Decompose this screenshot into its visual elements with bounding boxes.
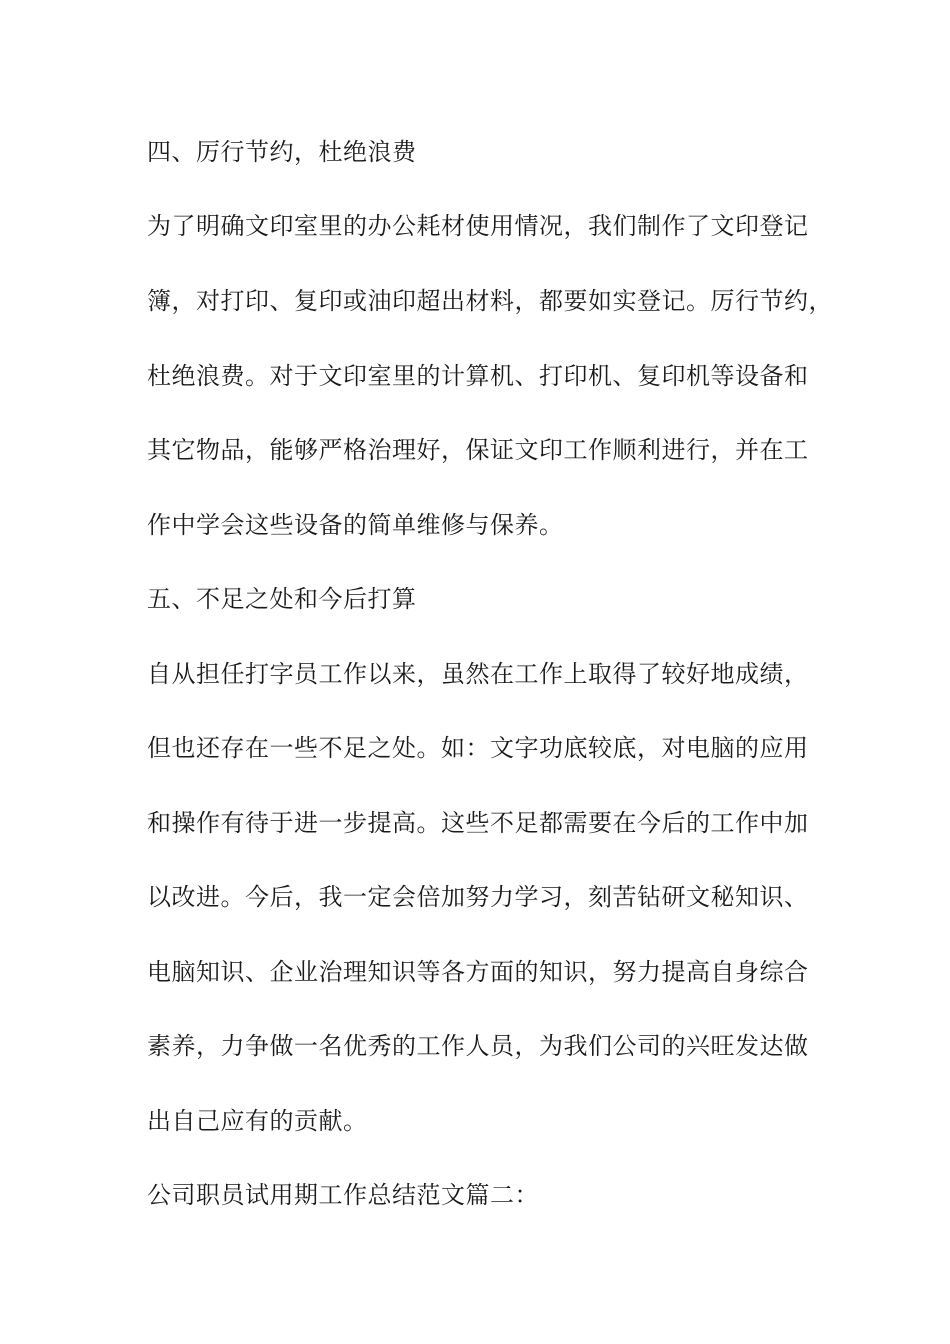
paragraph-line: 素养，力争做一名优秀的工作人员，为我们公司的兴旺发达做	[147, 1032, 809, 1060]
paragraph-line: 自从担任打字员工作以来，虽然在工作上取得了较好地成绩，	[147, 660, 809, 688]
article-title: 公司职员试用期工作总结范文篇二：	[147, 1181, 539, 1209]
paragraph-line: 作中学会这些设备的简单维修与保养。	[147, 511, 564, 539]
paragraph-line: 杜绝浪费。对于文印室里的计算机、打印机、复印机等设备和	[147, 362, 809, 390]
paragraph-line: 但也还存在一些不足之处。如：文字功底较底，对电脑的应用	[147, 734, 809, 762]
paragraph-line: 以改进。今后，我一定会倍加努力学习，刻苦钻研文秘知识、	[147, 883, 809, 911]
section-heading-5: 五、不足之处和今后打算	[147, 585, 417, 613]
paragraph-line: 和操作有待于进一步提高。这些不足都需要在今后的工作中加	[147, 809, 809, 837]
paragraph-line: 出自己应有的贡献。	[147, 1107, 368, 1135]
paragraph-line: 其它物品，能够严格治理好，保证文印工作顺利进行，并在工	[147, 436, 809, 464]
paragraph-line: 为了明确文印室里的办公耗材使用情况，我们制作了文印登记	[147, 212, 809, 240]
paragraph-line: 簿，对打印、复印或油印超出材料，都要如实登记。厉行节约，	[147, 287, 833, 315]
section-heading-4: 四、厉行节约，杜绝浪费	[147, 138, 417, 166]
paragraph-line: 电脑知识、企业治理知识等各方面的知识，努力提高自身综合	[147, 958, 809, 986]
